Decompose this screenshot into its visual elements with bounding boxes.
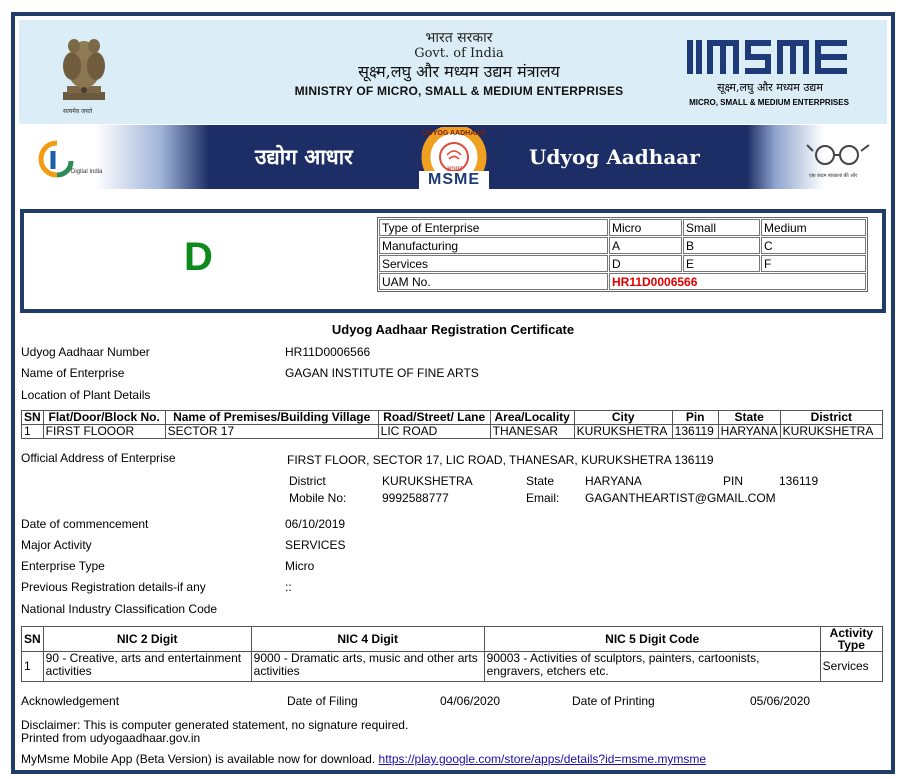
mobile-label: Mobile No:	[289, 491, 347, 505]
plant-header-cell: Road/Street/ Lane	[378, 411, 490, 425]
table-row	[22, 425, 883, 439]
printed-from-text: Printed from udyogaadhaar.gov.in	[21, 731, 201, 745]
national-emblem-icon	[53, 30, 115, 112]
app-download-row	[21, 752, 706, 766]
english-ministry-text: MINISTRY OF MICRO, SMALL & MEDIUM ENTERPRISES	[294, 84, 624, 98]
official-address-value: FIRST FLOOR, SECTOR 17, LIC ROAD, THANESAR, KURUKSHETRA 136119	[287, 453, 714, 467]
udyog-aadhaar-banner	[19, 125, 887, 189]
uam-row	[379, 273, 866, 290]
plant-cell: FIRST FLOOOR	[43, 425, 165, 439]
plant-header-cell: Pin	[672, 411, 718, 425]
plant-cell: 1	[22, 425, 44, 439]
category-cell: Micro	[609, 219, 682, 236]
swachh-caption: एक कदम स्वच्छता की ओर	[809, 173, 858, 179]
commencement-value: 06/10/2019	[285, 517, 346, 531]
nic-header-cell: NIC 4 Digit	[251, 627, 484, 652]
acknowledgement-label: Acknowledgement	[21, 694, 120, 708]
email-label: Email:	[526, 491, 560, 505]
msme-logo-icon	[687, 40, 847, 74]
nic-header-cell: NIC 2 Digit	[43, 627, 251, 652]
state-label: State	[526, 474, 555, 488]
commencement-label: Date of commencement	[21, 517, 149, 531]
category-cell: A	[609, 237, 682, 254]
state-value: HARYANA	[585, 474, 642, 488]
plant-header-cell: Area/Locality	[490, 411, 574, 425]
plant-cell: SECTOR 17	[165, 425, 378, 439]
category-cell: Services	[379, 255, 608, 272]
category-cell: Small	[683, 219, 760, 236]
plant-header-cell: District	[780, 411, 882, 425]
plant-header-row	[22, 411, 883, 425]
category-letter: D	[184, 235, 213, 279]
plant-cell: HARYANA	[718, 425, 780, 439]
category-row	[379, 255, 866, 272]
plant-header-cell: Flat/Door/Block No.	[43, 411, 165, 425]
pin-value: 136119	[779, 474, 819, 488]
category-table	[377, 217, 868, 292]
mobile-value: 9992588777	[382, 491, 449, 505]
previous-registration-label: Previous Registration details-if any	[21, 580, 206, 594]
hindi-ministry-text: सूक्ष्म,लघु और मध्यम उद्यम मंत्रालय	[358, 62, 560, 81]
plant-location-label: Location of Plant Details	[21, 388, 151, 402]
msme-hindi-text: सूक्ष्म,लघु और मध्यम उद्यम	[717, 81, 823, 94]
plant-cell: KURUKSHETRA	[780, 425, 882, 439]
category-cell: Type of Enterprise	[379, 219, 608, 236]
certificate-frame	[11, 12, 895, 774]
app-download-link[interactable]: https://play.google.com/store/apps/details?id=msme.mymsme	[378, 752, 707, 766]
major-activity-value: SERVICES	[285, 538, 346, 552]
english-govt-text: Govt. of India	[414, 46, 504, 61]
emblem-caption: सत्यमेव जयते	[63, 109, 93, 115]
badge-hindi-text: आधार	[445, 166, 463, 173]
enterprise-category-box	[20, 209, 886, 313]
plant-cell: THANESAR	[490, 425, 574, 439]
digital-india-text: Digital India	[71, 169, 103, 175]
pin-label: PIN	[723, 474, 744, 488]
official-address-label: Official Address of Enterprise	[21, 451, 176, 465]
nic-cell: Services	[820, 652, 882, 682]
nic-header-cell: NIC 5 Digit Code	[484, 627, 820, 652]
plant-header-cell: State	[718, 411, 780, 425]
enterprise-name-value: GAGAN INSTITUTE OF FINE ARTS	[285, 366, 479, 380]
ministry-title	[249, 30, 669, 99]
major-activity-label: Major Activity	[21, 538, 92, 552]
banner-hindi-title: उद्योग आधार	[255, 144, 353, 169]
banner-english-title: Udyog Aadhaar	[529, 145, 700, 169]
email-value: GAGANTHEARTIST@GMAIL.COM	[585, 491, 776, 505]
category-cell: B	[683, 237, 760, 254]
plant-header-cell: SN	[22, 411, 44, 425]
ministry-header	[19, 20, 887, 124]
category-cell: D	[609, 255, 682, 272]
table-row	[22, 652, 883, 682]
nic-table	[21, 626, 883, 682]
nic-label: National Industry Classification Code	[21, 602, 218, 616]
printing-date-value: 05/06/2020	[750, 694, 811, 708]
nic-header-row	[22, 627, 883, 652]
uan-value: HR11D0006566	[285, 345, 371, 359]
plant-location-table	[21, 410, 883, 439]
filing-date-label: Date of Filing	[287, 694, 358, 708]
plant-header-cell: Name of Premises/Building Village	[165, 411, 378, 425]
uam-label: UAM No.	[379, 273, 608, 290]
district-label: District	[289, 474, 326, 488]
printing-date-label: Date of Printing	[572, 694, 655, 708]
hindi-govt-text: भारत सरकार	[425, 30, 493, 46]
nic-cell: 9000 - Dramatic arts, music and other arts activities	[251, 652, 484, 682]
badge-top-text: UDYOG AADHAAR	[422, 130, 486, 137]
badge-msme-text: MSME	[428, 171, 480, 188]
enterprise-name-label: Name of Enterprise	[21, 366, 125, 380]
nic-cell: 1	[22, 652, 44, 682]
category-cell: Manufacturing	[379, 237, 608, 254]
enterprise-type-value: Micro	[285, 559, 315, 573]
category-cell: C	[761, 237, 866, 254]
previous-registration-value: ::	[285, 580, 292, 594]
plant-cell: LIC ROAD	[378, 425, 490, 439]
app-download-text: MyMsme Mobile App (Beta Version) is available now for download.	[21, 752, 376, 766]
plant-cell: KURUKSHETRA	[574, 425, 672, 439]
category-cell: Medium	[761, 219, 866, 236]
msme-english-text: MICRO, SMALL & MEDIUM ENTERPRISES	[689, 98, 849, 107]
category-cell: F	[761, 255, 866, 272]
filing-date-value: 04/06/2020	[440, 694, 501, 708]
swachh-bharat-logo-icon	[805, 141, 873, 175]
uam-number: HR11D0006566	[609, 273, 866, 290]
nic-header-cell: SN	[22, 627, 44, 652]
uan-label: Udyog Aadhaar Number	[21, 345, 150, 359]
nic-header-cell: Activity Type	[820, 627, 882, 652]
nic-cell: 90003 - Activities of sculptors, painters, cartoonists, engravers, etchers etc.	[484, 652, 820, 682]
certificate-title: Udyog Aadhaar Registration Certificate	[331, 322, 575, 337]
category-row	[379, 219, 866, 236]
plant-cell: 136119	[672, 425, 718, 439]
nic-cell: 90 - Creative, arts and entertainment activities	[43, 652, 251, 682]
district-value: KURUKSHETRA	[382, 474, 473, 488]
category-cell: E	[683, 255, 760, 272]
category-row	[379, 237, 866, 254]
plant-header-cell: City	[574, 411, 672, 425]
disclaimer-text: Disclaimer: This is computer generated statement, no signature required.	[21, 718, 409, 732]
enterprise-type-label: Enterprise Type	[21, 559, 105, 573]
